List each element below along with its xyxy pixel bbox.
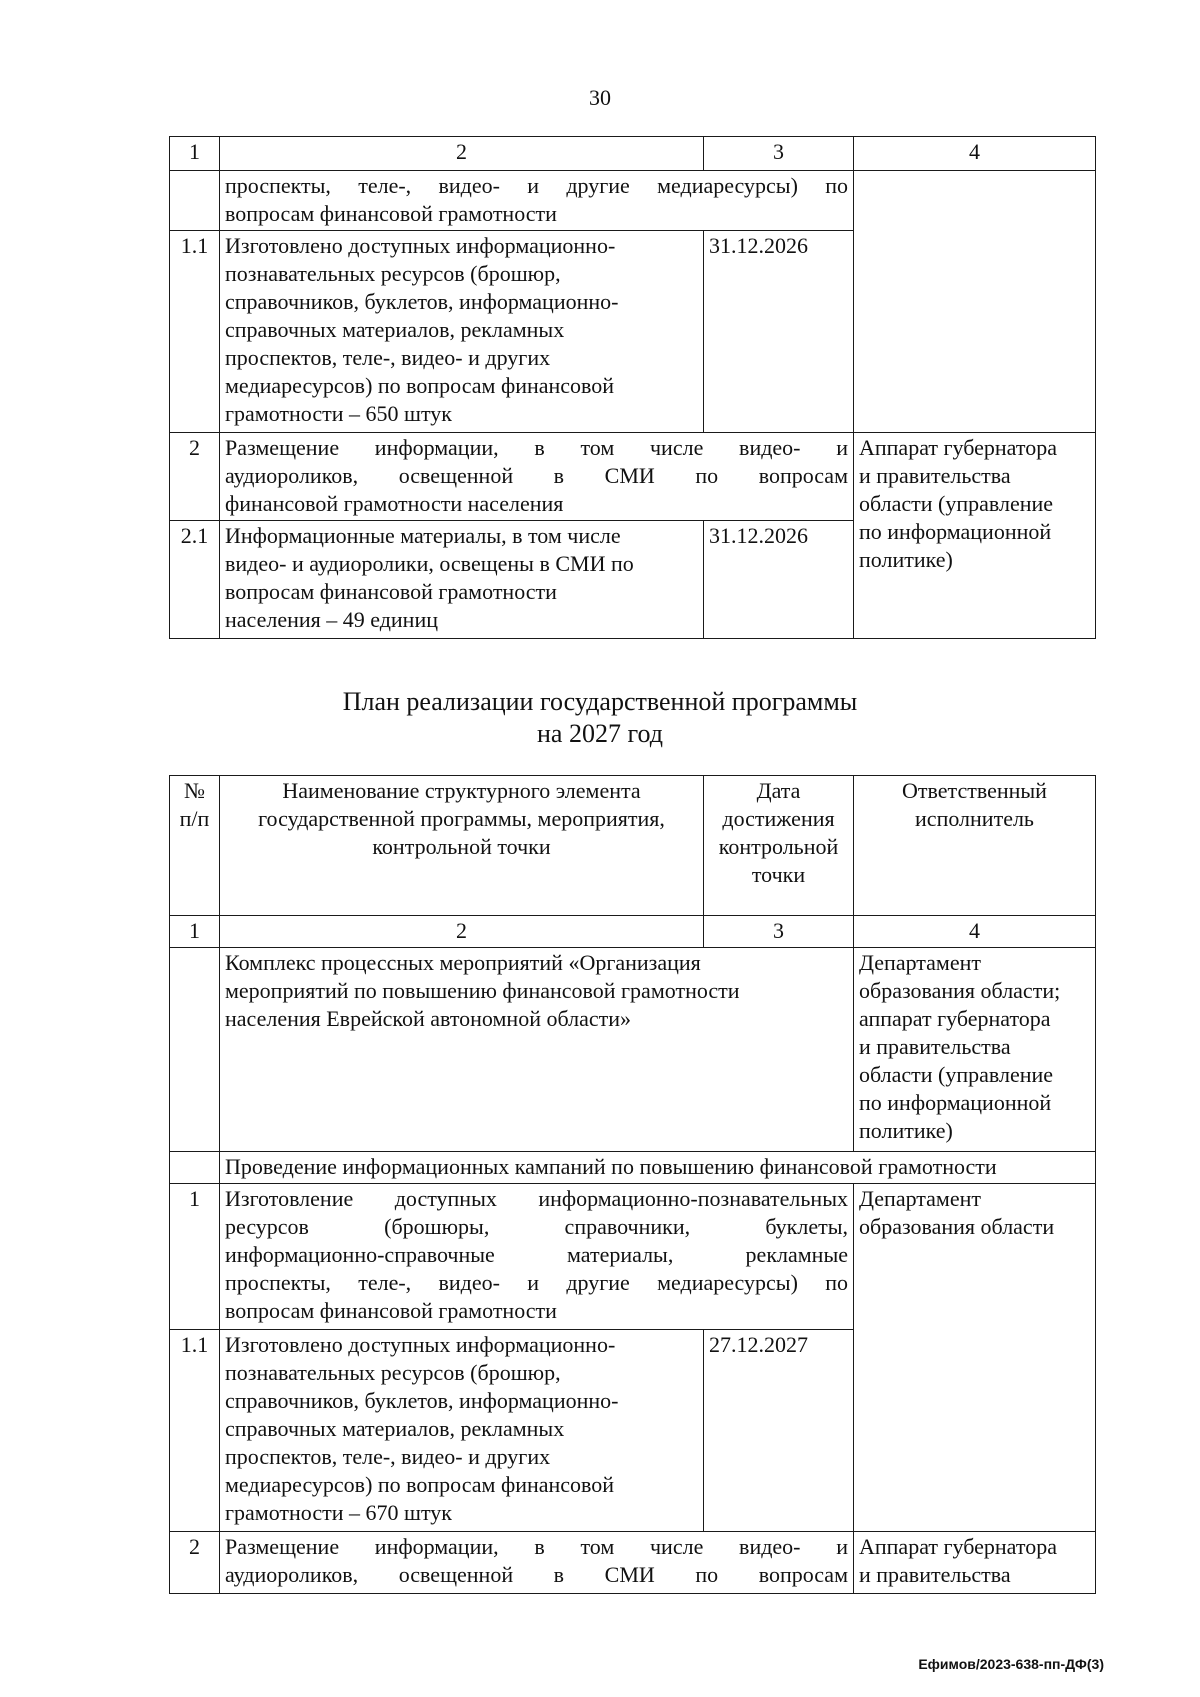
row-number [170,1152,220,1184]
row-executor-empty [854,171,1096,433]
colnum-4: 4 [854,916,1096,948]
colnum-2: 2 [220,916,704,948]
section-title: Проведение информационных кампаний по повышению финансовой грамотности [220,1152,1096,1184]
colnum-3: 3 [704,916,854,948]
row-number: 1.1 [170,231,220,433]
colnum-1: 1 [170,137,220,171]
complex-executor: Департамент образования области; аппарат губернатора и правительства области (управление по информационной политике) [854,948,1096,1152]
header-name: Наименование структурного элемента государственной программы, мероприятия, контрольной точки [220,776,704,916]
row-number: 2 [170,1532,220,1594]
row-name: Размещение информации, в том числе видео- и аудиороликов, освещенной в СМИ по вопросам [220,1532,854,1594]
column-number-row [170,137,1096,171]
row-number: 1.1 [170,1330,220,1532]
table-row [170,948,1096,1152]
row-name: Изготовлено доступных информационно- познавательных ресурсов (брошюр, справочников, буклетов, информационно- справочных материалов, рекламных проспектов, теле-, видео- и других медиаресурсов) по вопросам финансовой грамотности – 650 штук [220,231,704,433]
table-row [170,1184,1096,1330]
plan-table-2027 [169,775,1096,1594]
row-number [170,171,220,231]
row-number: 2 [170,433,220,521]
header-number: № п/п [170,776,220,916]
row-date: 31.12.2026 [704,521,854,639]
row-date: 31.12.2026 [704,231,854,433]
row-name: Размещение информации, в том числе видео- и аудиороликов, освещенной в СМИ по вопросам финансовой грамотности населения [220,433,854,521]
plan-title-line2: на 2027 год [537,719,663,748]
colnum-1: 1 [170,916,220,948]
section-row [170,1152,1096,1184]
row-executor: Департамент образования области [854,1184,1096,1532]
table-row [170,1532,1096,1594]
plan-table-continued [169,136,1096,639]
colnum-3: 3 [704,137,854,171]
header-executor: Ответственный исполнитель [854,776,1096,916]
row-executor: Аппарат губернатора и правительства области (управление по информационной политике) [854,433,1096,639]
plan-title-line1: План реализации государственной программы [342,687,858,716]
table-row [170,171,1096,231]
row-date: 27.12.2027 [704,1330,854,1532]
colnum-2: 2 [220,137,704,171]
table-row [170,433,1096,521]
header-date: Дата достижения контрольной точки [704,776,854,916]
row-name: Изготовление доступных информационно-познавательных ресурсов (брошюры, справочники, буклеты, информационно-справочные материалы, рекламные проспекты, теле-, видео- и другие медиаресурсы) по вопросам финансовой грамотности [220,1184,854,1330]
column-number-row [170,916,1096,948]
row-name: проспекты, теле-, видео- и другие медиаресурсы) по вопросам финансовой грамотности [220,171,854,231]
row-executor: Аппарат губернатора и правительства [854,1532,1096,1594]
row-number: 2.1 [170,521,220,639]
row-name: Информационные материалы, в том числе видео- и аудиоролики, освещены в СМИ по вопросам финансовой грамотности населения – 49 единиц [220,521,704,639]
row-name: Изготовлено доступных информационно- познавательных ресурсов (брошюр, справочников, буклетов, информационно- справочных материалов, рекламных проспектов, теле-, видео- и других медиаресурсов) по вопросам финансовой грамотности – 670 штук [220,1330,704,1532]
colnum-4: 4 [854,137,1096,171]
page-number: 30 [589,85,611,110]
complex-name: Комплекс процессных мероприятий «Организация мероприятий по повышению финансовой грамотности населения Еврейской автономной области» [220,948,854,1152]
document-code: Ефимов/2023-638-пп-ДФ(3) [918,1656,1104,1672]
row-number: 1 [170,1184,220,1330]
row-number [170,948,220,1152]
table-header-row [170,776,1096,916]
plan-title [0,686,1200,750]
